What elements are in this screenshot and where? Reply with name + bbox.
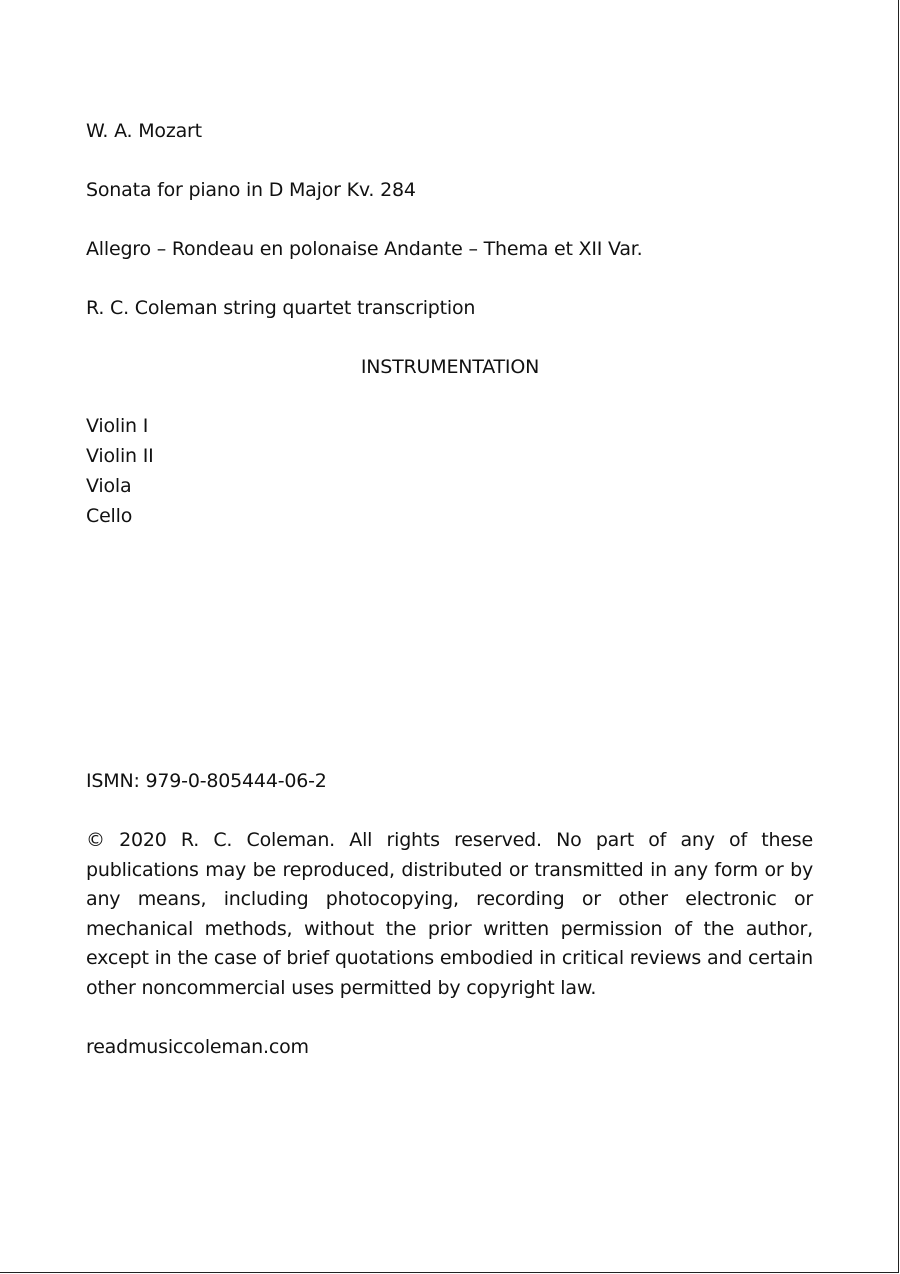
instrument-list <box>86 414 154 534</box>
arranger-line: R. C. Coleman string quartet transcription <box>86 297 476 319</box>
ismn-number: ISMN: 979-0-805444-06-2 <box>86 770 327 792</box>
instrument-item: Viola <box>86 475 132 497</box>
instrument-item: Violin I <box>86 415 149 437</box>
instrument-item: Violin II <box>86 445 154 467</box>
work-title: Sonata for piano in D Major Kv. 284 <box>86 179 416 201</box>
copyright-notice: © 2020 R. C. Coleman. All rights reserved. No part of any of these publications may be reproduced, distributed or transmitted in any form or by any means, including photocopying, recording or other electronic or mechanical methods, without the prior written permission of the author, except in the case of brief quotations embodied in critical reviews and certain other noncommercial uses permitted by copyright law. <box>86 829 813 999</box>
movements-line: Allegro – Rondeau en polonaise Andante – Thema et XII Var. <box>86 238 643 260</box>
instrumentation-heading: INSTRUMENTATION <box>360 356 540 378</box>
composer-name: W. A. Mozart <box>86 120 202 142</box>
website-text: readmusiccoleman.com <box>86 1036 309 1058</box>
instrument-item: Cello <box>86 505 133 527</box>
